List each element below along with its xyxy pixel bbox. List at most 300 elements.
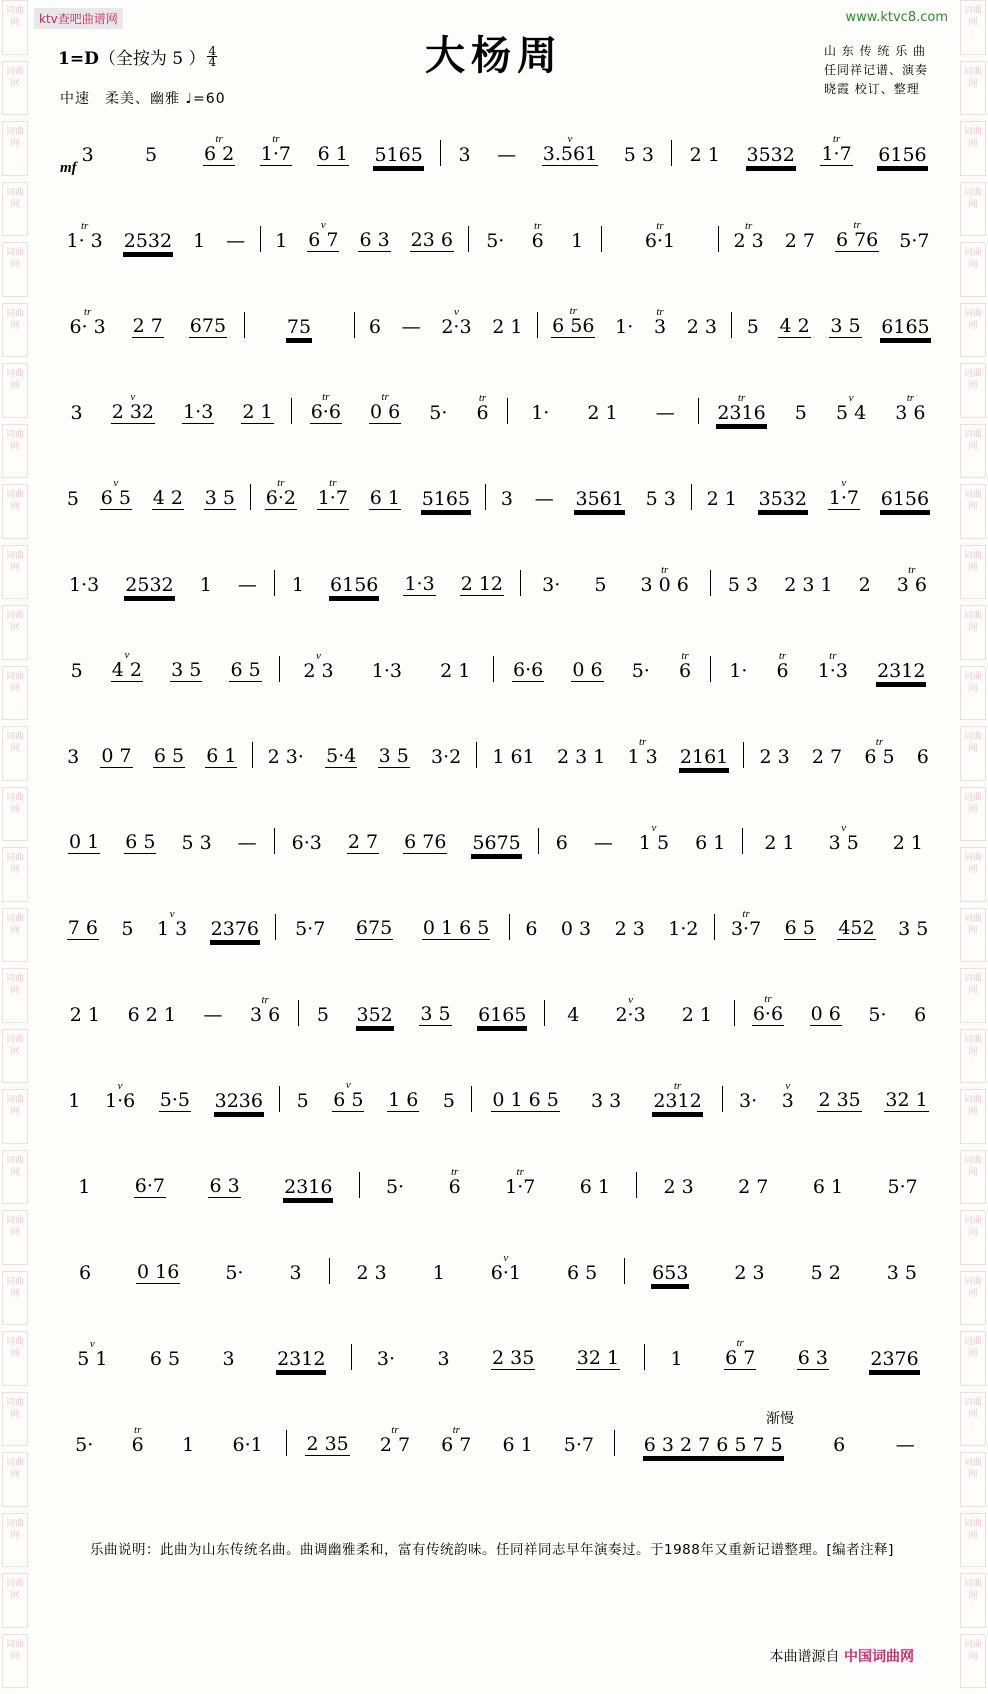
note-group: 3· [542,574,561,596]
note-group: 5 3 [645,488,676,510]
note-group: 6 3 [209,1175,240,1197]
measure [52,1424,287,1456]
watermark-cell: 词曲网 [960,1089,986,1144]
ornament-mark: tr [660,564,669,576]
note-group: 6 76 [404,831,447,853]
note-group: 6 tr [476,402,490,424]
measure [494,650,710,682]
site-tag: ktv查吧曲谱网 [34,8,123,29]
footnote-label: 乐曲说明： [90,1542,160,1558]
measure-row [52,1252,944,1284]
note-group: 3 v [781,1090,795,1112]
watermark-cell: 词曲网 [2,1029,28,1084]
measure [735,993,944,1026]
ornament-mark: tr [329,477,337,489]
note-group: 3236 [214,1090,263,1112]
watermark-cell: 词曲网 [2,1210,28,1265]
note-group: 6 5 v [332,1089,364,1112]
measure [711,564,944,596]
note-group: 4 2 [152,487,183,509]
note-group: 1·7 tr [504,1176,536,1198]
measure [486,484,692,510]
watermark-cell: 词曲网 [960,605,986,660]
watermark-cell: 词曲网 [2,1271,28,1326]
watermark-cell: 词曲网 [2,121,28,176]
note-group: 6 1 [502,1434,533,1456]
watermark-cell: 词曲网 [960,1271,986,1326]
watermark-cell: 词曲网 [960,1150,986,1205]
note-group: 3·7 tr [730,918,762,940]
measure-row [52,133,944,166]
note-group: 2 1 [242,401,273,423]
note-group: — [655,402,675,424]
dynamic-marking: mf [60,160,77,176]
note-group: 2 1 [492,316,523,338]
note-group: 3 5 [830,315,861,337]
watermark-cell: 词曲网 [960,908,986,963]
time-signature-denominator: 4 [208,55,217,69]
watermark-cell: 词曲网 [960,1029,986,1084]
note-group: 1·3 [404,573,435,595]
watermark-cell: 词曲网 [2,1573,28,1628]
ornament-mark: v [320,219,326,231]
note-group: 1· [615,316,634,338]
note-group: 5· [631,660,650,682]
note-group: 5·7 [887,1176,918,1198]
staff-line [52,822,944,854]
watermark-cell: 词曲网 [2,484,28,539]
note-group: 6 [368,316,381,338]
note-group: 2 3 [663,1176,694,1198]
key-signature-key: D [84,49,99,69]
measure [615,1430,944,1456]
watermark-cell: 词曲网 [960,1634,986,1689]
note-group: 2312 [277,1348,326,1370]
ornament-mark: tr [742,908,750,920]
note-group: 2 1 [892,832,923,854]
note-group: 2 7 [738,1176,769,1198]
credit-line-2: 任同祥记谱、演奏 [823,63,928,77]
note-group: 5· [868,1004,887,1026]
ornament-mark: tr [391,1424,399,1436]
note-group: 3 6 tr [249,1004,281,1026]
measure [187,133,442,166]
ornament-mark: tr [737,392,746,404]
note-group: 6 5 [153,745,185,767]
watermark-cell: 词曲网 [2,908,28,963]
note-group: 5· [486,230,505,252]
note-group: 0 1 6 5 [492,1089,559,1111]
note-group: 2 35 [492,1347,535,1369]
note-group: 0 16 [137,1261,180,1283]
ornament-mark: tr [656,220,664,232]
note-group: 5 [746,316,759,338]
note-group: 2 3 [734,1262,765,1284]
note-group: — [237,832,257,854]
staff-line [52,133,944,166]
measure [330,1252,626,1284]
note-group: 23 6 [410,229,453,251]
note-group: 3· [376,1348,396,1370]
ornament-mark: v [117,1080,123,1092]
ornament-mark: tr [80,220,89,232]
note-group: 1 [571,230,584,252]
ornament-mark: tr [906,392,915,404]
staff-line [52,1252,944,1284]
measure [52,742,253,768]
watermark-cell: 词曲网 [2,303,28,358]
measure [538,305,733,338]
ornament-mark: tr [736,1337,744,1349]
note-group: 352 [356,1004,393,1026]
note-group: 6 [555,832,568,854]
note-group: 6 5 [566,1262,598,1284]
measure [52,994,299,1026]
note-group: 5· [385,1176,405,1198]
note-group: 6 3 [797,1347,828,1369]
note-group: 2 1 [706,488,737,510]
note-group: 1 [68,1090,81,1112]
key-signature-note: （全按为 5 ） [98,49,206,69]
staff-line [52,477,944,510]
measure [52,391,292,424]
note-group: 2312 tr [652,1090,702,1112]
watermark-cell: 词曲网 [960,242,986,297]
note-group: 5 1 v [76,1348,108,1370]
note-group: 6 1 [317,143,348,165]
credit-line-3: 晓霞 校订、整理 [823,82,920,96]
watermark-cell: 词曲网 [2,787,28,842]
note-group: 2312 [877,660,926,682]
note-group: 6·3 [291,832,322,854]
note-group: 2 3 1 [556,746,606,768]
note-group: 5 3 [181,832,212,854]
watermark-column-right [958,0,988,1694]
measure-row [52,564,944,596]
note-group: 6 1 [812,1176,844,1198]
note-group: 6 1 [695,832,726,854]
note-group: 2 3 tr [733,230,765,252]
measure-row [52,908,944,940]
measure [52,477,251,510]
staff-line [52,736,944,768]
note-group: 6 [916,746,929,768]
measure-row [52,391,944,424]
note-group: — [237,574,257,596]
source-credit [770,1646,914,1666]
measure [744,736,944,768]
ornament-mark: tr [215,133,223,145]
note-group: 6·2 tr [265,487,297,510]
ornament-mark: tr [656,306,664,318]
note-group: 6·6 [513,659,544,681]
staff-line [52,1337,944,1370]
watermark-cell: 词曲网 [960,424,986,479]
ornament-mark: tr [261,994,269,1006]
note-group: 6 tr [776,660,790,682]
staff-line [52,1166,944,1198]
ornament-mark: v [628,994,634,1006]
note-group: 3 [289,1262,302,1284]
measure [52,1258,330,1284]
measure [723,1080,944,1112]
watermark-cell: 词曲网 [960,363,986,418]
measure-row [52,219,944,252]
note-group: 0 6 tr [369,401,401,424]
note-group: 75 [286,316,312,338]
note-group: 5·5 [159,1089,191,1111]
measure [508,398,699,424]
measure-row [52,649,944,682]
note-group: 1 3 v [156,918,188,940]
note-group: 3 5 v [828,832,860,854]
note-group: 3 [81,144,94,166]
watermark-cell: 词曲网 [2,363,28,418]
credits-block [824,42,928,99]
note-group: 2 1 [764,832,795,854]
note-group: 2·3 v [614,1004,646,1026]
ornament-mark: tr [277,477,285,489]
note-group: 0 6 [572,659,603,681]
ornament-mark: tr [134,1424,142,1436]
measure [276,914,510,940]
note-group: 2 7 [347,831,379,853]
note-group: 6 5 tr [863,746,895,768]
staff-line [52,1079,944,1112]
note-group: 1 [291,574,304,596]
note-group: 6 5 [784,917,815,939]
measure [545,994,735,1026]
note-group: 1·7 tr [317,487,349,510]
ornament-mark: tr [322,391,330,403]
ornament-mark: v [785,1080,791,1092]
tempo-marking: 中速 柔美、幽雅 ♩=60 [60,91,226,107]
note-group: 0 7 [101,745,132,767]
measure [510,914,716,940]
watermark-cell: 词曲网 [2,1513,28,1568]
ornament-mark: tr [478,392,487,404]
note-group: 0 1 6 5 [422,917,490,939]
ornament-mark: v [169,908,175,920]
note-group: 1·7 tr [260,143,292,166]
note-group: 2 3 [356,1262,387,1284]
note-group: 2 1 [69,1004,100,1026]
note-group: 3· [739,1090,758,1112]
note-group: 1 61 [492,746,535,768]
watermark-cell: 词曲网 [960,1452,986,1507]
ornament-mark: v [316,650,321,662]
note-group: 1 [78,1176,91,1198]
note-group: 6·1 v [490,1262,522,1284]
measure-row [52,1166,944,1198]
watermark-cell: 词曲网 [2,1392,28,1447]
note-group: 3532 [758,488,807,510]
note-group: 1 6 [388,1089,419,1111]
staff-line [52,993,944,1026]
note-group: 2532 [123,230,173,252]
source-prefix: 本曲谱源自 [769,1649,840,1665]
note-group: 5· [225,1262,244,1284]
note-group: 2 7 tr [379,1434,411,1456]
note-group: 2 3 [759,746,790,768]
watermark-cell: 词曲网 [2,545,28,600]
ornament-mark: tr [450,1166,459,1178]
watermark-cell: 词曲网 [960,545,986,600]
measure [251,477,486,510]
measure [645,1337,944,1370]
measure-row [52,477,944,510]
measure-row [52,1079,944,1112]
watermark-cell: 词曲网 [2,666,28,721]
note-group: 3 [437,1348,450,1370]
note-group: 6 tr [131,1434,145,1456]
watermark-cell: 词曲网 [960,1331,986,1386]
note-group: 6 tr [531,230,545,252]
note-group: 6165 [478,1004,527,1026]
note-group: 5 [442,1090,455,1112]
watermark-cell: 词曲网 [2,1089,28,1144]
note-group: 1 5 v [638,832,670,854]
measure [275,828,539,854]
ornament-mark: v [345,1079,351,1091]
note-group: 2 3 [614,918,645,940]
note-group: 3561 [575,488,624,510]
ornament-mark: tr [908,564,916,576]
measure [52,306,245,338]
note-group: 1 3 tr [627,746,659,768]
watermark-cell: 词曲网 [2,0,28,55]
measure-row [52,736,944,768]
note-group: 6 tr [678,660,692,682]
footnote-text: 此曲为山东传统名曲。曲调幽雅柔和，富有传统韵味。任同祥同志早年演奏过。于1988年又重新记谱整理。[编者注释] [160,1542,894,1558]
note-group: 3532 [746,144,795,166]
watermark-cell: 词曲网 [960,1210,986,1265]
note-group: 2 7 [784,230,815,252]
measure-row [52,305,944,338]
note-group: 2376 [210,918,260,940]
note-group: 6 5 [230,659,261,681]
note-group: 6 5 v [100,487,132,510]
measure [672,133,944,166]
ornament-mark: tr [778,650,787,662]
note-group: 2 7 [132,315,163,337]
note-group: 4 [567,1004,580,1026]
measure [299,1000,545,1026]
ornament-mark: tr [638,736,647,748]
watermark-cell: 词曲网 [960,484,986,539]
watermark-cell: 词曲网 [960,1513,986,1568]
ornament-mark: tr [534,220,542,232]
ornament-mark: v [841,822,847,834]
watermark-cell: 词曲网 [960,787,986,842]
note-group: 2376 [870,1348,919,1370]
note-group: 6156 [880,488,930,510]
note-group: 6 1 [369,487,400,509]
note-group: 0 1 [69,831,100,853]
watermark-cell: 词曲网 [960,121,986,176]
note-group: 3 5 [420,1003,451,1025]
measure [602,220,719,252]
measure-row [52,1424,944,1456]
measure [743,822,944,854]
note-group: 6 5 [149,1348,181,1370]
ornament-mark: v [124,649,130,661]
note-group: 0 6 [810,1003,841,1025]
measure [52,649,280,682]
note-group: 452 [838,917,875,939]
key-signature-prefix: 1= [58,49,85,69]
measure [352,1344,646,1370]
note-group: 2 1 [440,660,471,682]
note-group: 6 5 [125,831,156,853]
note-group: 1·2 [668,918,699,940]
watermark-cell: 词曲网 [2,1634,28,1689]
note-group: 6·7 [134,1175,165,1197]
note-group: 6·6 tr [310,401,342,424]
ornament-mark: tr [272,133,280,145]
ornament-mark: tr [832,133,841,145]
measure [52,140,187,166]
note-group: 3 tr [653,316,667,338]
ornament-mark: tr [681,650,689,662]
note-group: 2 3 v [302,660,334,682]
staff-line [52,305,944,338]
measure [719,219,944,252]
measure [245,312,355,338]
note-group: 2·3 v [440,316,472,338]
credit-line-1: 山 东 传 统 乐 曲 [823,44,927,58]
note-group: 1·7 tr [820,143,852,166]
ornament-mark: v [651,822,657,834]
measure [477,736,744,768]
note-group: 3 [70,402,83,424]
ornament-mark: tr [516,1166,524,1178]
measure [692,477,944,510]
note-group: 3 [222,1348,235,1370]
note-group: 6 7 v [307,229,339,252]
ornament-mark: tr [829,650,837,662]
watermark-cell: 词曲网 [2,605,28,660]
footnote [90,1538,914,1563]
measure [253,742,478,768]
note-group: 3 6 tr [894,402,926,424]
note-group: 6 76 tr [835,229,879,252]
note-group: 5 2 [810,1262,841,1284]
note-group: 5 [144,144,158,166]
measure [699,392,944,424]
measure-row [52,993,944,1026]
note-group: 5 [794,402,807,424]
note-group: 5 [296,1090,309,1112]
measure [711,650,944,682]
watermark-cell: 词曲网 [960,968,986,1023]
staff-line [52,219,944,252]
note-group: — [203,1004,223,1026]
note-group: 6 3 [359,229,390,251]
key-signature [58,44,217,69]
page-title: 大杨周 [425,33,563,79]
note-group: — [593,832,613,854]
note-group: 3 [458,144,471,166]
measure [292,391,508,424]
measure [521,564,711,596]
note-group: 4 2 v [111,659,143,682]
note-group: 6· 3 tr [68,316,106,338]
ornament-mark: v [848,392,854,404]
measure [355,306,538,338]
note-group: 2 [858,574,871,596]
note-group: — [226,230,246,252]
